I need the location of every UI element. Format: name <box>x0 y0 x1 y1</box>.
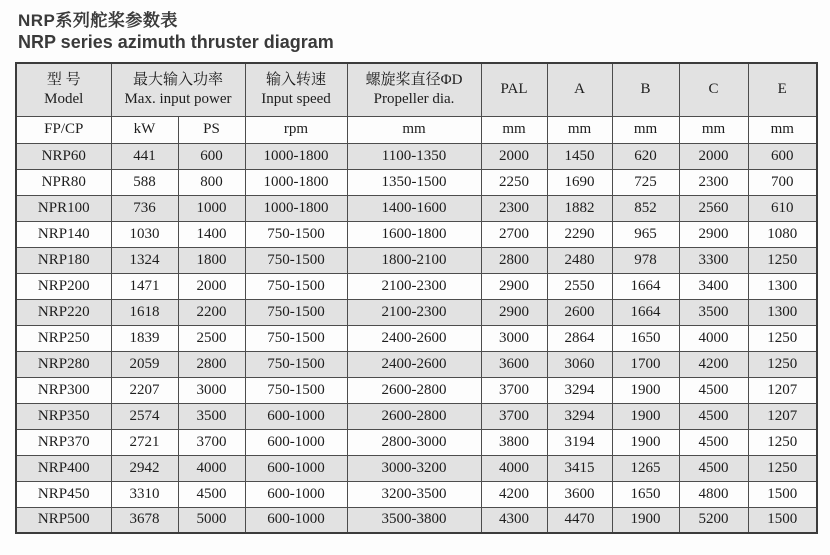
cell-max-power-kw: 441 <box>111 143 178 169</box>
cell-max-power-ps: 2200 <box>178 299 245 325</box>
cell-max-power-ps: 3700 <box>178 429 245 455</box>
header-prop-zh: 螺旋桨直径ΦD <box>365 72 463 88</box>
cell-c: 4500 <box>679 429 748 455</box>
cell-propeller-dia: 2100-2300 <box>347 273 481 299</box>
cell-e: 1250 <box>748 247 817 273</box>
cell-input-speed: 750-1500 <box>245 247 347 273</box>
cell-c: 3400 <box>679 273 748 299</box>
cell-e: 1250 <box>748 351 817 377</box>
cell-max-power-kw: 3678 <box>111 507 178 533</box>
cell-c: 2000 <box>679 143 748 169</box>
unit-ps: PS <box>178 116 245 143</box>
cell-max-power-ps: 2000 <box>178 273 245 299</box>
cell-max-power-ps: 1000 <box>178 195 245 221</box>
cell-max-power-kw: 2207 <box>111 377 178 403</box>
cell-propeller-dia: 3200-3500 <box>347 481 481 507</box>
cell-max-power-ps: 1800 <box>178 247 245 273</box>
unit-kw: kW <box>111 116 178 143</box>
cell-a: 3415 <box>547 455 612 481</box>
cell-max-power-kw: 2574 <box>111 403 178 429</box>
unit-model: FP/CP <box>16 116 111 143</box>
cell-a: 2290 <box>547 221 612 247</box>
table-row <box>16 221 817 247</box>
cell-input-speed: 600-1000 <box>245 481 347 507</box>
cell-max-power-kw: 2059 <box>111 351 178 377</box>
header-pal: PAL <box>481 63 547 116</box>
cell-e: 1250 <box>748 455 817 481</box>
cell-a: 2600 <box>547 299 612 325</box>
cell-input-speed: 600-1000 <box>245 403 347 429</box>
cell-max-power-kw: 2721 <box>111 429 178 455</box>
cell-max-power-ps: 2800 <box>178 351 245 377</box>
cell-e: 1250 <box>748 429 817 455</box>
cell-propeller-dia: 2600-2800 <box>347 403 481 429</box>
cell-a: 2864 <box>547 325 612 351</box>
cell-pal: 4200 <box>481 481 547 507</box>
cell-max-power-kw: 1471 <box>111 273 178 299</box>
cell-b: 965 <box>612 221 679 247</box>
header-model <box>16 63 111 116</box>
cell-model: NPR80 <box>16 169 111 195</box>
cell-e: 1250 <box>748 325 817 351</box>
cell-model: NRP300 <box>16 377 111 403</box>
table-body <box>16 143 817 533</box>
cell-input-speed: 750-1500 <box>245 325 347 351</box>
cell-pal: 4000 <box>481 455 547 481</box>
cell-c: 4000 <box>679 325 748 351</box>
cell-e: 1500 <box>748 481 817 507</box>
cell-e: 1207 <box>748 377 817 403</box>
cell-c: 2560 <box>679 195 748 221</box>
cell-input-speed: 750-1500 <box>245 221 347 247</box>
cell-a: 1690 <box>547 169 612 195</box>
unit-e-mm: mm <box>748 116 817 143</box>
cell-model: NRP450 <box>16 481 111 507</box>
cell-a: 3060 <box>547 351 612 377</box>
cell-b: 1900 <box>612 403 679 429</box>
page-title-zh: NRP系列舵桨参数表 <box>18 11 178 30</box>
cell-a: 1450 <box>547 143 612 169</box>
cell-input-speed: 750-1500 <box>245 377 347 403</box>
table-header-row <box>16 63 817 116</box>
cell-max-power-kw: 3310 <box>111 481 178 507</box>
cell-max-power-ps: 5000 <box>178 507 245 533</box>
header-max-input-power <box>111 63 245 116</box>
header-a: A <box>547 63 612 116</box>
unit-a-mm: mm <box>547 116 612 143</box>
cell-pal: 2300 <box>481 195 547 221</box>
cell-pal: 2250 <box>481 169 547 195</box>
cell-b: 1664 <box>612 299 679 325</box>
table-row <box>16 247 817 273</box>
cell-input-speed: 600-1000 <box>245 507 347 533</box>
cell-max-power-ps: 1400 <box>178 221 245 247</box>
cell-pal: 2800 <box>481 247 547 273</box>
cell-max-power-ps: 4000 <box>178 455 245 481</box>
header-propeller-dia <box>347 63 481 116</box>
cell-b: 1664 <box>612 273 679 299</box>
cell-propeller-dia: 1400-1600 <box>347 195 481 221</box>
cell-pal: 3600 <box>481 351 547 377</box>
table-row <box>16 351 817 377</box>
cell-a: 3600 <box>547 481 612 507</box>
table-row <box>16 455 817 481</box>
table-row <box>16 481 817 507</box>
table-row <box>16 507 817 533</box>
cell-model: NRP350 <box>16 403 111 429</box>
cell-b: 1265 <box>612 455 679 481</box>
unit-c-mm: mm <box>679 116 748 143</box>
cell-c: 2900 <box>679 221 748 247</box>
cell-pal: 3800 <box>481 429 547 455</box>
cell-max-power-kw: 588 <box>111 169 178 195</box>
cell-b: 1700 <box>612 351 679 377</box>
cell-b: 1900 <box>612 507 679 533</box>
header-power-zh: 最大输入功率 <box>133 72 224 88</box>
cell-model: NRP370 <box>16 429 111 455</box>
cell-propeller-dia: 3500-3800 <box>347 507 481 533</box>
cell-propeller-dia: 3000-3200 <box>347 455 481 481</box>
cell-c: 5200 <box>679 507 748 533</box>
unit-pal-mm: mm <box>481 116 547 143</box>
cell-max-power-kw: 1618 <box>111 299 178 325</box>
cell-c: 2300 <box>679 169 748 195</box>
cell-max-power-kw: 736 <box>111 195 178 221</box>
table-row <box>16 273 817 299</box>
table-row <box>16 403 817 429</box>
cell-max-power-ps: 3500 <box>178 403 245 429</box>
cell-input-speed: 750-1500 <box>245 273 347 299</box>
header-model-en: Model <box>44 90 84 107</box>
unit-propeller-mm: mm <box>347 116 481 143</box>
cell-pal: 2900 <box>481 273 547 299</box>
cell-model: NRP400 <box>16 455 111 481</box>
cell-a: 3294 <box>547 377 612 403</box>
cell-input-speed: 1000-1800 <box>245 195 347 221</box>
header-model-zh: 型 号 <box>46 72 81 88</box>
cell-max-power-kw: 1030 <box>111 221 178 247</box>
cell-e: 1300 <box>748 273 817 299</box>
header-input-speed <box>245 63 347 116</box>
cell-max-power-ps: 3000 <box>178 377 245 403</box>
cell-propeller-dia: 2400-2600 <box>347 351 481 377</box>
cell-max-power-ps: 600 <box>178 143 245 169</box>
cell-propeller-dia: 2100-2300 <box>347 299 481 325</box>
cell-pal: 2900 <box>481 299 547 325</box>
page-title-en: NRP series azimuth thruster diagram <box>18 32 334 52</box>
cell-e: 1500 <box>748 507 817 533</box>
header-speed-zh: 输入转速 <box>266 72 327 88</box>
cell-input-speed: 750-1500 <box>245 351 347 377</box>
table-units-row <box>16 116 817 143</box>
cell-b: 725 <box>612 169 679 195</box>
cell-c: 4200 <box>679 351 748 377</box>
cell-pal: 3700 <box>481 377 547 403</box>
cell-c: 4500 <box>679 377 748 403</box>
cell-c: 3500 <box>679 299 748 325</box>
title-block <box>0 0 830 53</box>
cell-model: NRP60 <box>16 143 111 169</box>
cell-pal: 3700 <box>481 403 547 429</box>
cell-a: 3294 <box>547 403 612 429</box>
cell-pal: 2700 <box>481 221 547 247</box>
cell-propeller-dia: 2600-2800 <box>347 377 481 403</box>
cell-max-power-ps: 2500 <box>178 325 245 351</box>
cell-e: 700 <box>748 169 817 195</box>
header-b: B <box>612 63 679 116</box>
cell-model: NRP140 <box>16 221 111 247</box>
cell-c: 3300 <box>679 247 748 273</box>
cell-propeller-dia: 2400-2600 <box>347 325 481 351</box>
cell-max-power-kw: 2942 <box>111 455 178 481</box>
cell-input-speed: 600-1000 <box>245 429 347 455</box>
table-row <box>16 195 817 221</box>
cell-propeller-dia: 2800-3000 <box>347 429 481 455</box>
cell-e: 610 <box>748 195 817 221</box>
header-c: C <box>679 63 748 116</box>
table-row <box>16 325 817 351</box>
cell-b: 620 <box>612 143 679 169</box>
cell-model: NRP250 <box>16 325 111 351</box>
cell-input-speed: 1000-1800 <box>245 169 347 195</box>
cell-propeller-dia: 1600-1800 <box>347 221 481 247</box>
cell-max-power-ps: 4500 <box>178 481 245 507</box>
cell-input-speed: 750-1500 <box>245 299 347 325</box>
thruster-parameters-table <box>15 62 818 534</box>
cell-e: 1300 <box>748 299 817 325</box>
cell-a: 2480 <box>547 247 612 273</box>
cell-model: NPR100 <box>16 195 111 221</box>
table-row <box>16 429 817 455</box>
cell-e: 1207 <box>748 403 817 429</box>
cell-propeller-dia: 1350-1500 <box>347 169 481 195</box>
cell-e: 600 <box>748 143 817 169</box>
cell-a: 2550 <box>547 273 612 299</box>
cell-model: NRP180 <box>16 247 111 273</box>
cell-a: 4470 <box>547 507 612 533</box>
cell-pal: 2000 <box>481 143 547 169</box>
cell-propeller-dia: 1800-2100 <box>347 247 481 273</box>
header-power-en: Max. input power <box>124 90 232 107</box>
unit-rpm: rpm <box>245 116 347 143</box>
table-row <box>16 169 817 195</box>
cell-max-power-kw: 1839 <box>111 325 178 351</box>
cell-pal: 4300 <box>481 507 547 533</box>
cell-c: 4800 <box>679 481 748 507</box>
unit-b-mm: mm <box>612 116 679 143</box>
cell-max-power-ps: 800 <box>178 169 245 195</box>
table-row <box>16 377 817 403</box>
table-row <box>16 143 817 169</box>
cell-a: 3194 <box>547 429 612 455</box>
cell-c: 4500 <box>679 455 748 481</box>
table-row <box>16 299 817 325</box>
cell-pal: 3000 <box>481 325 547 351</box>
cell-model: NRP220 <box>16 299 111 325</box>
cell-propeller-dia: 1100-1350 <box>347 143 481 169</box>
header-speed-en: Input speed <box>261 90 331 107</box>
cell-model: NRP200 <box>16 273 111 299</box>
cell-b: 1900 <box>612 377 679 403</box>
cell-b: 852 <box>612 195 679 221</box>
cell-a: 1882 <box>547 195 612 221</box>
cell-b: 978 <box>612 247 679 273</box>
header-e: E <box>748 63 817 116</box>
cell-input-speed: 600-1000 <box>245 455 347 481</box>
cell-max-power-kw: 1324 <box>111 247 178 273</box>
cell-b: 1650 <box>612 325 679 351</box>
cell-input-speed: 1000-1800 <box>245 143 347 169</box>
header-prop-en: Propeller dia. <box>373 90 455 107</box>
cell-model: NRP500 <box>16 507 111 533</box>
cell-c: 4500 <box>679 403 748 429</box>
cell-model: NRP280 <box>16 351 111 377</box>
cell-b: 1650 <box>612 481 679 507</box>
cell-b: 1900 <box>612 429 679 455</box>
cell-e: 1080 <box>748 221 817 247</box>
